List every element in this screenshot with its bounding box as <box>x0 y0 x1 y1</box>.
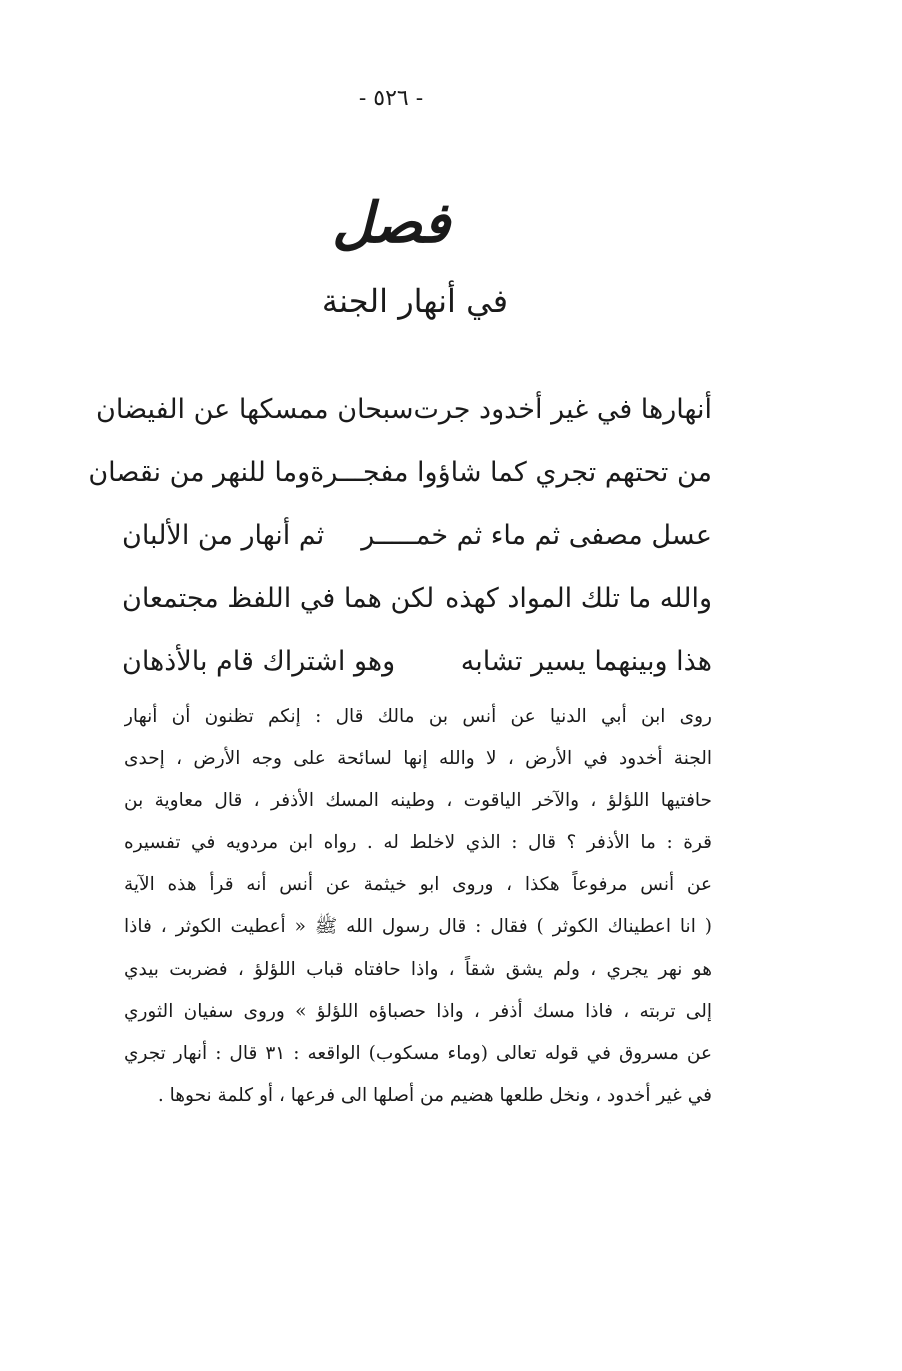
prose-line: عن مسروق في قوله تعالى (وماء مسكوب) الواقعه : ٣١ قال : أنهار تجري <box>124 1042 712 1064</box>
prose-line: عن أنس مرفوعاً هكذا ، وروى ابو خيثمة عن أنس أنه قرأ هذه الآية <box>124 874 712 896</box>
prose-line: الجنة أخدود في الأرض ، لا والله إنها لسائحة على وجه الأرض ، إحدى <box>124 748 712 770</box>
verse-second-hemistich: ثم أنهار من الألبان <box>122 520 325 551</box>
prose-paragraph <box>124 696 712 1117</box>
prose-line: في غير أخدود ، ونخل طلعها هضيم من أصلها الى فرعها ، أو كلمة نحوها . <box>157 1084 712 1106</box>
page-number: - ٥٢٦ - <box>358 86 424 111</box>
poem-verse <box>96 378 712 441</box>
chapter-subtitle: في أنهار الجنة <box>321 282 509 320</box>
verse-second-hemistich: سبحان ممسكها عن الفيضان <box>96 394 414 425</box>
verse-first-hemistich: عسل مصفى ثم ماء ثم خمـــــر <box>361 520 712 551</box>
prose-line: روى ابن أبي الدنيا عن أنس بن مالك قال : إنكم تظنون أن أنهار <box>124 706 712 727</box>
poem-verse <box>122 630 712 693</box>
prose-line: إلى تربته ، فاذا مسك أذفر ، واذا حصباؤه اللؤلؤ » وروى سفيان الثوري <box>124 1000 712 1022</box>
verse-first-hemistich: والله ما تلك المواد كهذه <box>445 583 712 614</box>
poem-verse <box>88 441 712 504</box>
verse-second-hemistich: وهو اشتراك قام بالأذهان <box>122 646 396 677</box>
verse-first-hemistich: أنهارها في غير أخدود جرت <box>413 394 712 425</box>
chapter-title: فصل <box>332 190 450 256</box>
verse-first-hemistich: من تحتهم تجري كما شاؤوا مفجـــرة <box>310 457 712 488</box>
poem-verse <box>122 567 712 630</box>
prose-line: هو نهر يجري ، ولم يشق شقاً ، واذا حافتاه قباب اللؤلؤ ، فضربت بيدي <box>124 958 712 980</box>
prose-line: حافتيها اللؤلؤ ، والآخر الياقوت ، وطينه المسك الأذفر ، قال معاوية بن <box>124 790 712 812</box>
verse-second-hemistich: لكن هما في اللفظ مجتمعان <box>122 583 435 614</box>
verse-first-hemistich: هذا وبينهما يسير تشابه <box>460 646 712 677</box>
prose-line: ( انا اعطيناك الكوثر ) فقال : قال رسول الله ﷺ « أعطيت الكوثر ، فاذا <box>124 916 712 938</box>
verse-second-hemistich: وما للنهر من نقصان <box>88 457 311 488</box>
prose-line: قرة : ما الأذفر ؟ قال : الذي لاخلط له . رواه ابن مردويه في تفسيره <box>124 832 712 854</box>
poem <box>88 378 712 693</box>
poem-verse <box>122 504 712 567</box>
